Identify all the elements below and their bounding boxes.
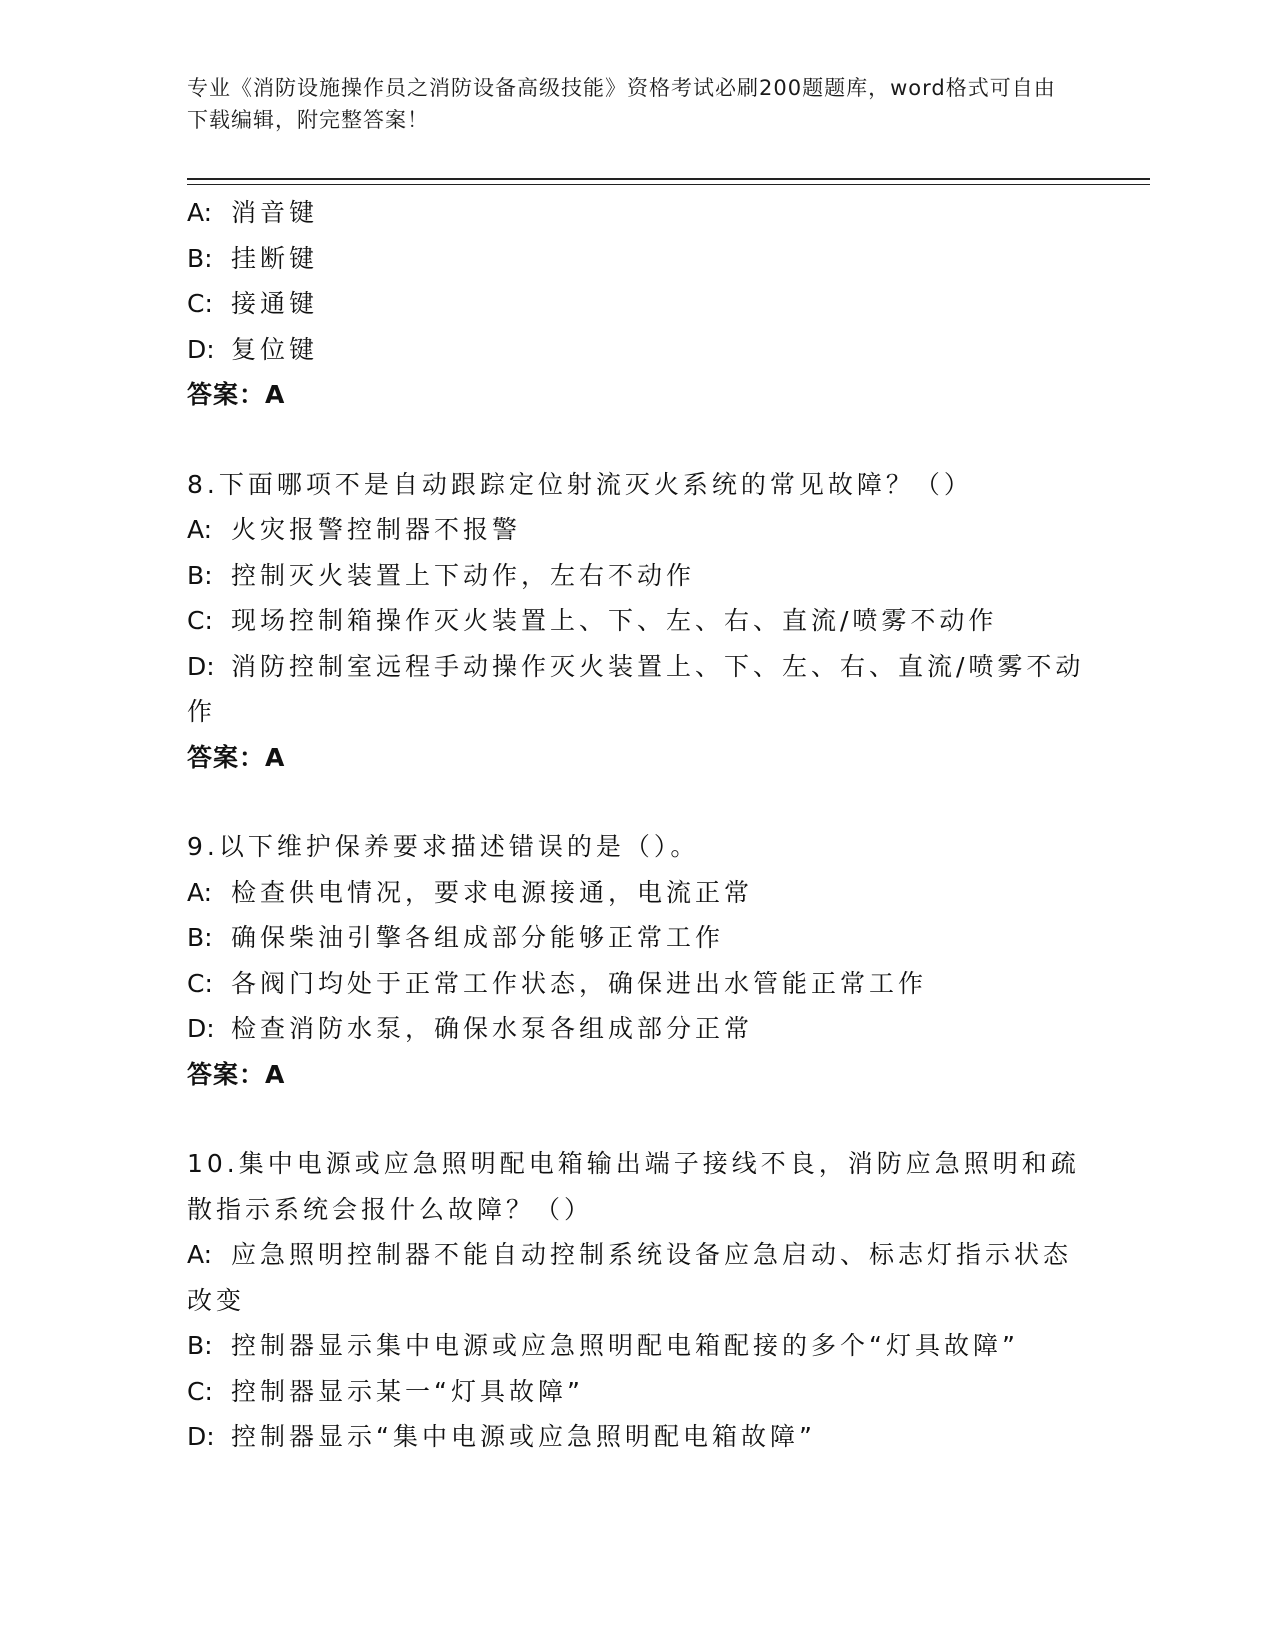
spacer [187, 780, 1087, 824]
answer: 答案：A [187, 742, 286, 772]
option-b: B: 控制器显示集中电源或应急照明配电箱配接的多个“灯具故障” [187, 1331, 1019, 1360]
option-a: A: 火灾报警控制器不报警 [187, 515, 522, 544]
option-c: C: 控制器显示某一“灯具故障” [187, 1376, 584, 1406]
option-d: D: 检查消防水泵，确保水泵各组成部分正常 [187, 1014, 754, 1043]
option-c: C: 各阀门均处于正常工作状态，确保进出水管能正常工作 [187, 968, 928, 998]
question-title: 8.下面哪项不是自动跟踪定位射流灭火系统的常见故障？（） [187, 469, 973, 499]
question-list [187, 190, 1087, 1460]
option-d: D: 控制器显示“集中电源或应急照明配电箱故障” [187, 1422, 816, 1451]
option-b: B: 挂断键 [187, 243, 319, 273]
option-a: A: 消音键 [187, 198, 319, 227]
option-a: A: 应急照明控制器不能自动控制系统设备应急启动、标志灯指示状态改变 [187, 1240, 1073, 1315]
option-d: D: 复位键 [187, 334, 319, 364]
spacer [187, 1097, 1087, 1141]
option-b: B: 控制灭火装置上下动作，左右不动作 [187, 560, 696, 590]
header-rule-thick [187, 178, 1150, 180]
answer: 答案：A [187, 1059, 286, 1089]
question-7-continued [187, 190, 1087, 418]
question-title: 10.集中电源或应急照明配电箱输出端子接线不良，消防应急照明和疏散指示系统会报什么故障？（） [187, 1149, 1080, 1224]
header-rule-thin [187, 184, 1150, 185]
option-a: A: 检查供电情况，要求电源接通，电流正常 [187, 877, 754, 907]
question-title: 9.以下维护保养要求描述错误的是（）。 [187, 832, 700, 861]
option-d: D: 消防控制室远程手动操作灭火装置上、下、左、右、直流/喷雾不动作 [187, 651, 1085, 726]
question-8 [187, 462, 1087, 781]
option-c: C: 现场控制箱操作灭火装置上、下、左、右、直流/喷雾不动作 [187, 606, 998, 635]
option-b: B: 确保柴油引擎各组成部分能够正常工作 [187, 923, 725, 952]
question-9 [187, 824, 1087, 1097]
question-10 [187, 1141, 1087, 1460]
document-header: 专业《消防设施操作员之消防设备高级技能》资格考试必刷200题题库，word格式可自由下载编辑，附完整答案！ [187, 76, 1056, 132]
answer: 答案：A [187, 380, 286, 409]
option-c: C: 接通键 [187, 289, 319, 318]
spacer [187, 418, 1087, 462]
